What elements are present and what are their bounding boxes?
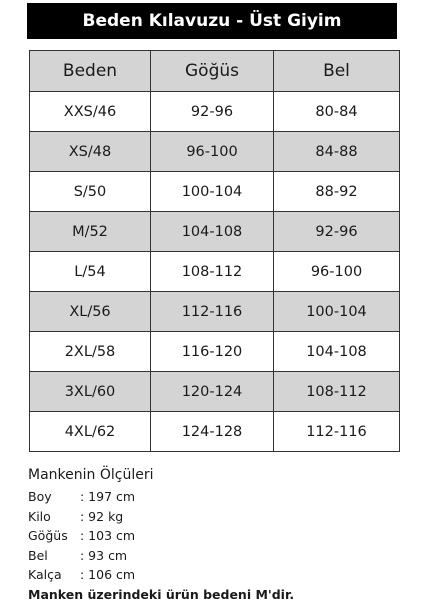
chest-cell: 124-128 (151, 412, 274, 452)
waist-cell: 100-104 (274, 292, 400, 332)
table-row (30, 252, 400, 292)
chest-cell: 108-112 (151, 252, 274, 292)
chest-cell: 96-100 (151, 132, 274, 172)
table-row (30, 212, 400, 252)
chest-cell: 92-96 (151, 92, 274, 132)
measurement-row (28, 546, 408, 566)
table-header-row (30, 51, 400, 92)
measurement-row (28, 526, 408, 546)
measurement-row (28, 507, 408, 527)
measurement-label: Kalça (28, 567, 62, 582)
measurement-label: Kilo (28, 508, 51, 524)
measurement-label: Göğüs (28, 528, 68, 543)
waist-cell: 108-112 (274, 372, 400, 412)
measurement-label: Boy (28, 489, 52, 504)
chest-cell: 112-116 (151, 292, 274, 332)
chest-cell: 104-108 (151, 212, 274, 252)
size-cell: S/50 (30, 172, 151, 212)
waist-cell: 80-84 (274, 92, 400, 132)
table-row (30, 132, 400, 172)
mannequin-title: Mankenin Ölçüleri (28, 467, 154, 483)
size-cell: M/52 (30, 212, 151, 252)
header-size: Beden (30, 51, 151, 92)
chest-cell: 120-124 (151, 372, 274, 412)
table-row (30, 172, 400, 212)
waist-cell: 84-88 (274, 132, 400, 172)
measurement-value: : 92 kg (80, 508, 124, 524)
measurement-label: Bel (28, 547, 48, 563)
table-row (30, 92, 400, 132)
size-cell: XXS/46 (30, 92, 151, 132)
header-waist: Bel (274, 51, 400, 92)
waist-cell: 112-116 (274, 412, 400, 452)
size-chart-table (29, 50, 400, 452)
mannequin-measurements (28, 467, 408, 604)
size-cell: XS/48 (30, 132, 151, 172)
size-cell: L/54 (30, 252, 151, 292)
measurement-value: : 106 cm (80, 567, 136, 582)
table-row (30, 372, 400, 412)
size-cell: 2XL/58 (30, 332, 151, 372)
table-row (30, 292, 400, 332)
size-cell: 3XL/60 (30, 372, 151, 412)
header-chest: Göğüs (151, 51, 274, 92)
measurement-row (28, 487, 408, 507)
measurement-value: : 103 cm (80, 528, 136, 543)
page-title: Beden Kılavuzu - Üst Giyim (27, 3, 397, 39)
mannequin-size-note: Manken üzerindeki ürün bedeni M'dir. (28, 586, 295, 602)
waist-cell: 96-100 (274, 252, 400, 292)
size-cell: 4XL/62 (30, 412, 151, 452)
chest-cell: 116-120 (151, 332, 274, 372)
chest-cell: 100-104 (151, 172, 274, 212)
table-row (30, 332, 400, 372)
measurement-value: : 93 cm (80, 547, 128, 563)
size-cell: XL/56 (30, 292, 151, 332)
measurement-value: : 197 cm (80, 489, 136, 504)
table-row (30, 412, 400, 452)
waist-cell: 88-92 (274, 172, 400, 212)
waist-cell: 92-96 (274, 212, 400, 252)
measurement-row (28, 565, 408, 585)
waist-cell: 104-108 (274, 332, 400, 372)
